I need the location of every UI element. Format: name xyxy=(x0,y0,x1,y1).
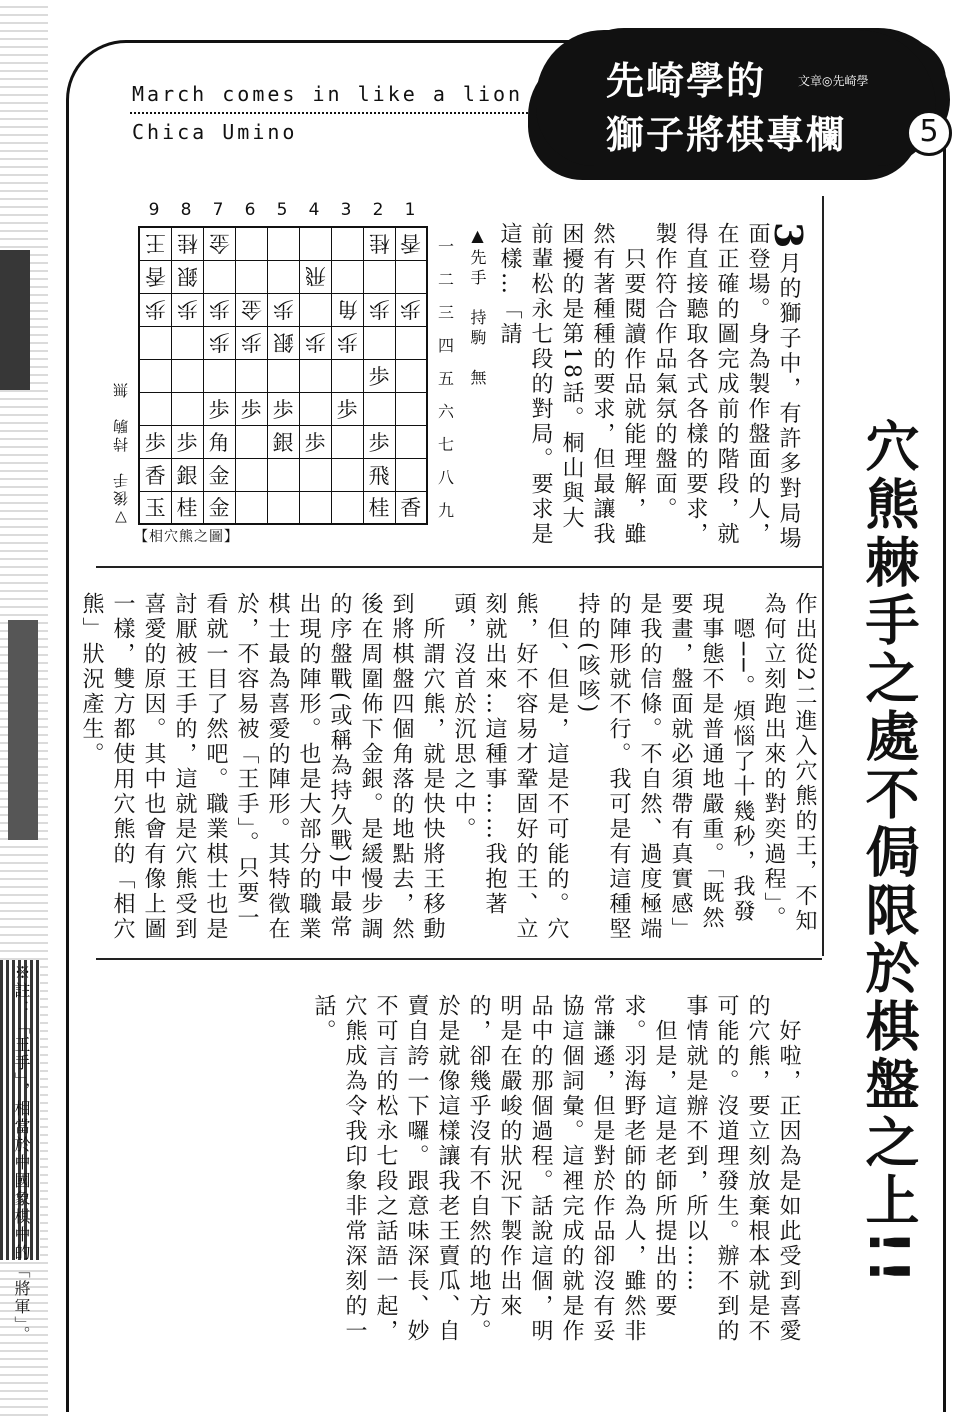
drop-cap: 3 xyxy=(766,222,811,252)
board-square xyxy=(299,359,331,392)
board-square xyxy=(331,359,363,392)
shogi-piece: 歩 xyxy=(272,296,294,321)
shogi-piece: 歩 xyxy=(304,430,326,455)
shogi-board xyxy=(138,226,428,525)
shogi-piece: 歩 xyxy=(304,329,326,354)
dotted-divider xyxy=(130,112,540,114)
board-rank xyxy=(139,260,427,293)
column-number: 6 xyxy=(244,200,256,220)
board-square xyxy=(331,425,363,458)
shogi-piece: 歩 xyxy=(272,397,294,422)
board-rank xyxy=(139,425,427,458)
column-number: 2 xyxy=(372,200,384,220)
board-square xyxy=(267,425,299,458)
shogi-piece: 歩 xyxy=(368,364,390,389)
board-square xyxy=(235,392,267,425)
board-square xyxy=(331,458,363,491)
board-square xyxy=(171,227,203,260)
board-rank xyxy=(139,326,427,359)
shogi-piece: 桂 xyxy=(368,496,390,521)
board-square xyxy=(331,491,363,524)
board-square xyxy=(363,392,395,425)
row-number: 四 xyxy=(438,336,455,355)
article-block-3 xyxy=(308,994,804,1354)
board-square xyxy=(331,260,363,293)
column-number: 5 xyxy=(276,200,288,220)
column-title-line2: 獅子將棋專欄 xyxy=(606,113,847,157)
headline: 穴熊棘手之處不侷限於棋盤之上!! xyxy=(857,418,920,1288)
shogi-piece: 飛 xyxy=(304,263,326,288)
shogi-piece: 歩 xyxy=(208,329,230,354)
row-number: 三 xyxy=(438,303,455,322)
board-square xyxy=(171,359,203,392)
board-square xyxy=(235,227,267,260)
board-square xyxy=(203,227,235,260)
board-square xyxy=(395,491,427,524)
shogi-piece: 香 xyxy=(144,263,166,288)
board-rank xyxy=(139,491,427,524)
board-square xyxy=(171,326,203,359)
shogi-piece: 王 xyxy=(144,230,166,255)
board-square xyxy=(267,227,299,260)
board-square xyxy=(267,293,299,326)
board-square xyxy=(363,326,395,359)
board-square xyxy=(395,359,427,392)
column-number: 9 xyxy=(148,200,160,220)
row-number: 五 xyxy=(438,369,455,388)
board-square xyxy=(331,326,363,359)
section-divider xyxy=(96,958,822,960)
edge-art-block xyxy=(8,620,38,840)
board-square xyxy=(395,227,427,260)
shogi-piece: 歩 xyxy=(336,329,358,354)
shogi-piece: 歩 xyxy=(240,329,262,354)
board-square xyxy=(267,458,299,491)
board-square xyxy=(203,326,235,359)
board-square xyxy=(203,392,235,425)
board-square xyxy=(331,227,363,260)
board-square xyxy=(139,260,171,293)
board-rank xyxy=(139,293,427,326)
article-text: 月的獅子中，有許多對局場面登場。身為製作盤面的人，在正確的圖完成前的階段，就得直接聽取各式各樣的要求，製作符合作品氣氛的盤面。 只要閱讀作品就能理解，雖然有著種種的要求，但最讓我困擾的是第18話。桐山與大前輩松永七段的對局。要求是這樣…「請 xyxy=(497,222,801,552)
board-square xyxy=(203,293,235,326)
column-title-line1: 先崎學的 xyxy=(606,59,767,103)
shogi-piece: 銀 xyxy=(176,463,198,488)
shogi-piece: 歩 xyxy=(400,296,422,321)
board-rank xyxy=(139,458,427,491)
board-square xyxy=(139,359,171,392)
board-rank xyxy=(139,227,427,260)
board-square xyxy=(395,293,427,326)
board-square xyxy=(171,260,203,293)
board-square xyxy=(363,260,395,293)
board-square xyxy=(267,326,299,359)
board-square xyxy=(267,392,299,425)
board-square xyxy=(235,458,267,491)
article-text: 作出從2二進入穴熊的王，不知為何立刻跑出來的對奕過程」。 嗯──。煩惱了十幾秒，我發現事態不是普通地嚴重。「既然要畫，盤面就必須帶有真實感」是我的信條。不自然、過度極端的陣形就不行。我可是有這種堅持的(咳咳) 但、但是，這是不可能的。穴熊，好不容易才鞏固好的王、立刻就出來…這種事……我抱著頭，沒首於沉思之中。 所謂穴熊，就是快快將王移動到將棋盤四個角落的地點去，然後在周圍佈下金銀。是緩慢步調的序盤戰(或稱為持久戰)中最常出現的陣形。也是大部分的職業棋士最為喜愛的陣形。其特徵在於，不容易被「王手」。只要一看就一目了然吧。職業棋士也是討厭被王手的，這就是穴熊受到喜愛的原因。其中也會有像上圖一樣，雙方都使用穴熊的「相穴熊」狀況產生。 xyxy=(79,592,817,942)
board-square xyxy=(235,293,267,326)
board-square xyxy=(363,359,395,392)
shogi-piece: 歩 xyxy=(208,397,230,422)
board-square xyxy=(299,260,331,293)
board-square xyxy=(171,425,203,458)
shogi-piece: 桂 xyxy=(176,230,198,255)
board-square xyxy=(235,359,267,392)
board-square xyxy=(139,491,171,524)
board-square xyxy=(395,458,427,491)
board-square xyxy=(139,392,171,425)
board-square xyxy=(235,491,267,524)
board-square xyxy=(139,326,171,359)
shogi-piece: 角 xyxy=(208,430,230,455)
board-square xyxy=(299,326,331,359)
shogi-piece: 歩 xyxy=(240,397,262,422)
shogi-piece: 歩 xyxy=(176,430,198,455)
shogi-piece: 金 xyxy=(208,463,230,488)
board-square xyxy=(171,392,203,425)
shogi-piece: 飛 xyxy=(368,463,390,488)
board-square xyxy=(203,458,235,491)
board-square xyxy=(395,326,427,359)
board-square xyxy=(171,491,203,524)
shogi-piece: 桂 xyxy=(176,496,198,521)
shogi-piece: 香 xyxy=(400,230,422,255)
shogi-piece: 金 xyxy=(208,496,230,521)
shogi-piece: 香 xyxy=(400,496,422,521)
column-number: 8 xyxy=(180,200,192,220)
sente-hand-label: ▲先手 持駒 無 xyxy=(468,226,487,389)
column-number: 4 xyxy=(308,200,320,220)
board-square xyxy=(235,260,267,293)
board-square xyxy=(363,491,395,524)
board-square xyxy=(203,425,235,458)
column-number: 3 xyxy=(340,200,352,220)
shogi-piece: 歩 xyxy=(144,430,166,455)
shogi-piece: 香 xyxy=(144,463,166,488)
row-number: 一 xyxy=(438,237,455,256)
issue-number-badge: 5 xyxy=(906,110,952,156)
column-number: 1 xyxy=(404,200,416,220)
board-square xyxy=(203,491,235,524)
row-number: 二 xyxy=(438,270,455,289)
article-block-2 xyxy=(76,592,820,942)
shogi-piece: 歩 xyxy=(368,430,390,455)
board-square xyxy=(299,425,331,458)
byline: 文章◎先崎學 xyxy=(798,74,869,88)
board-square xyxy=(395,260,427,293)
row-number: 七 xyxy=(438,435,455,454)
shogi-piece: 金 xyxy=(208,230,230,255)
board-column-numbers xyxy=(138,200,426,220)
board-square xyxy=(139,425,171,458)
shogi-piece: 歩 xyxy=(336,397,358,422)
article-text: 好啦，正因為是如此受到喜愛的穴熊，要立刻放棄根本就是不可能的。沒道理發生。辦不到的事情就是辦不到，所以…… 但是，這是老師所提出的要求。羽海野老師的為人，雖然非常謙遜，但是對於作品卻沒有妥協這個詞彙。這裡完成的就是作品中的那個過程。話說這個，明明是在嚴峻的狀況下製作出來的，卻幾乎沒有不自然的地方。於是就像這樣讓我老王賣瓜、自賣自誇一下囉。跟意味深長、妙不可言的松永七段之話語一起，穴熊成為令我印象非常深刻的一話。 xyxy=(311,994,801,1344)
author-name: Chica Umino xyxy=(132,120,298,144)
shogi-piece: 桂 xyxy=(368,230,390,255)
board-caption: 【相穴熊之圖】 xyxy=(134,529,239,545)
board-square xyxy=(299,293,331,326)
board-square xyxy=(267,260,299,293)
board-square xyxy=(299,458,331,491)
board-square xyxy=(139,458,171,491)
article-block-1 xyxy=(494,222,811,552)
row-number: 九 xyxy=(438,501,455,520)
board-square xyxy=(395,425,427,458)
shogi-piece: 歩 xyxy=(208,296,230,321)
board-square xyxy=(363,425,395,458)
board-rank xyxy=(139,392,427,425)
board-square xyxy=(299,491,331,524)
board-square xyxy=(267,359,299,392)
board-square xyxy=(235,326,267,359)
shogi-piece: 銀 xyxy=(272,430,294,455)
board-square xyxy=(171,458,203,491)
shogi-piece: 歩 xyxy=(176,296,198,321)
shogi-piece: 銀 xyxy=(176,263,198,288)
shogi-piece: 銀 xyxy=(272,329,294,354)
board-row-numbers xyxy=(438,234,454,531)
board-square xyxy=(139,293,171,326)
board-square xyxy=(203,260,235,293)
board-square xyxy=(235,425,267,458)
footnote: ※註：「王手」，相當於中國象棋中的「將軍」。 xyxy=(12,964,31,1344)
board-square xyxy=(267,491,299,524)
shogi-piece: 角 xyxy=(336,296,358,321)
board-square xyxy=(363,293,395,326)
board-square xyxy=(395,392,427,425)
column-number: 7 xyxy=(212,200,224,220)
shogi-piece: 歩 xyxy=(368,296,390,321)
shogi-piece: 玉 xyxy=(144,496,166,521)
shogi-piece: 金 xyxy=(240,296,262,321)
row-number: 六 xyxy=(438,402,455,421)
board-square xyxy=(363,458,395,491)
board-square xyxy=(171,293,203,326)
board-square xyxy=(363,227,395,260)
board-square xyxy=(299,227,331,260)
edge-art-block xyxy=(0,250,30,390)
shogi-piece: 歩 xyxy=(144,296,166,321)
english-title: March comes in like a lion xyxy=(132,82,524,106)
board-square xyxy=(203,359,235,392)
board-square xyxy=(139,227,171,260)
board-rank xyxy=(139,359,427,392)
board-square xyxy=(331,392,363,425)
board-square xyxy=(299,392,331,425)
gote-hand-label: ▽後手 持駒 無 xyxy=(112,380,130,527)
column-title-banner xyxy=(536,30,936,166)
board-square xyxy=(331,293,363,326)
row-number: 八 xyxy=(438,468,455,487)
section-divider xyxy=(96,566,822,568)
headline-divider xyxy=(822,196,824,956)
